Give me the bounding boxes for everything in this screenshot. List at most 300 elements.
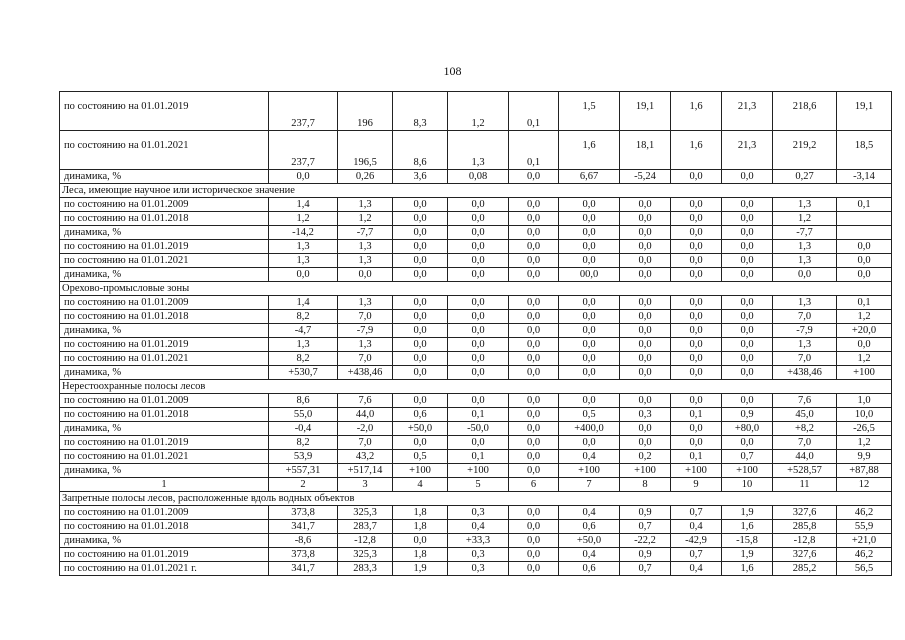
table-cell: 285,2 xyxy=(773,562,837,576)
table-cell: 0,0 xyxy=(722,254,773,268)
table-cell: 0,0 xyxy=(448,436,509,450)
table-cell: 0,0 xyxy=(722,394,773,408)
table-cell: 219,2 xyxy=(773,131,837,170)
row-label: по состоянию на 01.01.2021 г. xyxy=(60,562,269,576)
table-cell: 0,0 xyxy=(393,268,448,282)
table-cell: 0,0 xyxy=(722,366,773,380)
table-cell: 325,3 xyxy=(338,506,393,520)
table-cell: 0,0 xyxy=(559,324,620,338)
table-cell: +100 xyxy=(559,464,620,478)
column-number: 3 xyxy=(338,478,393,492)
row-label: по состоянию на 01.01.2009 xyxy=(60,198,269,212)
table-cell: 0,7 xyxy=(671,506,722,520)
table-cell: +100 xyxy=(620,464,671,478)
table-row xyxy=(60,422,892,436)
table-cell: +20,0 xyxy=(837,324,892,338)
table-cell: 10,0 xyxy=(837,408,892,422)
table-cell: 0,7 xyxy=(620,562,671,576)
table-cell: 0,0 xyxy=(559,254,620,268)
table-cell: 1,3 xyxy=(338,338,393,352)
table-cell: 0,0 xyxy=(620,212,671,226)
table-cell: 6,67 xyxy=(559,170,620,184)
table-cell: 1,2 xyxy=(448,92,509,131)
table-cell: 0,0 xyxy=(722,212,773,226)
section-header-row xyxy=(60,184,892,198)
table-cell: 8,6 xyxy=(269,394,338,408)
table-cell: 8,2 xyxy=(269,352,338,366)
section-header-row xyxy=(60,282,892,296)
table-cell: 0,0 xyxy=(509,562,559,576)
row-label: динамика, % xyxy=(60,422,269,436)
table-cell: 0,0 xyxy=(509,198,559,212)
table-cell: 1,8 xyxy=(393,548,448,562)
table-cell: 0,0 xyxy=(671,436,722,450)
table-cell: 0,0 xyxy=(448,198,509,212)
table-cell: 0,0 xyxy=(448,394,509,408)
table-cell: 0,0 xyxy=(448,324,509,338)
table-cell: 53,9 xyxy=(269,450,338,464)
table-cell: 1,9 xyxy=(722,548,773,562)
table-cell: 0,4 xyxy=(559,506,620,520)
table-cell: +100 xyxy=(671,464,722,478)
table-cell: 56,5 xyxy=(837,562,892,576)
table-cell: 373,8 xyxy=(269,548,338,562)
table-cell: 0,0 xyxy=(620,310,671,324)
table-cell: 0,0 xyxy=(393,366,448,380)
table-cell: 0,0 xyxy=(620,324,671,338)
table-cell: 1,9 xyxy=(722,506,773,520)
table-row xyxy=(60,562,892,576)
table-cell: 0,0 xyxy=(620,436,671,450)
table-cell: 0,0 xyxy=(722,324,773,338)
table-cell: 0,0 xyxy=(620,226,671,240)
table-cell: -7,7 xyxy=(773,226,837,240)
table-cell: 0,0 xyxy=(671,338,722,352)
table-cell xyxy=(837,226,892,240)
column-number-row xyxy=(60,478,892,492)
table-cell: 0,7 xyxy=(671,548,722,562)
table-cell: 55,0 xyxy=(269,408,338,422)
table-cell: 0,0 xyxy=(671,268,722,282)
table-cell xyxy=(837,212,892,226)
table-cell: 196 xyxy=(338,92,393,131)
column-number: 7 xyxy=(559,478,620,492)
table-cell: 237,7 xyxy=(269,92,338,131)
table-cell: 0,0 xyxy=(722,240,773,254)
table-cell: 196,5 xyxy=(338,131,393,170)
table-cell: 0,0 xyxy=(509,548,559,562)
table-cell: 0,2 xyxy=(620,450,671,464)
table-cell: 0,0 xyxy=(620,394,671,408)
table-cell: 1,0 xyxy=(837,394,892,408)
table-cell: 0,0 xyxy=(509,422,559,436)
section-title: Леса, имеющие научное или историческое значение xyxy=(60,184,892,198)
table-cell: 44,0 xyxy=(338,408,393,422)
column-number: 2 xyxy=(269,478,338,492)
table-cell: 1,3 xyxy=(773,296,837,310)
table-cell: 0,0 xyxy=(509,506,559,520)
table-cell: +400,0 xyxy=(559,422,620,436)
table-cell: 0,9 xyxy=(620,506,671,520)
table-cell: 0,0 xyxy=(448,310,509,324)
table-cell: 1,3 xyxy=(773,254,837,268)
row-label: по состоянию на 01.01.2019 xyxy=(60,92,269,131)
table-cell: +21,0 xyxy=(837,534,892,548)
section-header-row xyxy=(60,492,892,506)
table-cell: -2,0 xyxy=(338,422,393,436)
table-cell: -50,0 xyxy=(448,422,509,436)
table-cell: 0,0 xyxy=(671,310,722,324)
table-row xyxy=(60,324,892,338)
table-cell: 0,0 xyxy=(671,226,722,240)
section-title: Орехово-промысловые зоны xyxy=(60,282,892,296)
column-number: 11 xyxy=(773,478,837,492)
table-row xyxy=(60,254,892,268)
table-cell: -3,14 xyxy=(837,170,892,184)
table-cell: +100 xyxy=(837,366,892,380)
table-cell: -15,8 xyxy=(722,534,773,548)
table-cell: 1,2 xyxy=(773,212,837,226)
row-label: динамика, % xyxy=(60,226,269,240)
table-cell: 1,6 xyxy=(671,92,722,131)
table-row xyxy=(60,450,892,464)
table-cell: 0,6 xyxy=(559,562,620,576)
table-cell: 0,6 xyxy=(393,408,448,422)
table-cell: 0,0 xyxy=(509,366,559,380)
table-cell: 1,3 xyxy=(338,198,393,212)
table-row xyxy=(60,464,892,478)
table-cell: 21,3 xyxy=(722,131,773,170)
table-cell: 1,8 xyxy=(393,520,448,534)
section-title: Запретные полосы лесов, расположенные вдоль водных объектов xyxy=(60,492,892,506)
table-cell: 1,3 xyxy=(269,338,338,352)
forest-statistics-table xyxy=(59,91,892,576)
table-cell: 325,3 xyxy=(338,548,393,562)
table-row xyxy=(60,506,892,520)
table-cell: 00,0 xyxy=(559,268,620,282)
table-cell: 0,0 xyxy=(393,226,448,240)
table-cell: 0,0 xyxy=(448,254,509,268)
table-cell: 0,0 xyxy=(620,338,671,352)
row-label: по состоянию на 01.01.2019 xyxy=(60,338,269,352)
table-cell: 0,1 xyxy=(837,296,892,310)
table-cell: 0,0 xyxy=(269,170,338,184)
table-cell: 0,0 xyxy=(509,170,559,184)
column-number: 10 xyxy=(722,478,773,492)
table-row xyxy=(60,548,892,562)
table-cell: 0,1 xyxy=(837,198,892,212)
table-cell: 0,4 xyxy=(448,520,509,534)
table-cell: 0,0 xyxy=(671,240,722,254)
row-label: по состоянию на 01.01.2019 xyxy=(60,436,269,450)
row-label: динамика, % xyxy=(60,464,269,478)
table-cell: 0,0 xyxy=(448,226,509,240)
table-body xyxy=(60,92,892,576)
table-cell: 55,9 xyxy=(837,520,892,534)
table-cell: 0,0 xyxy=(722,296,773,310)
table-cell: 0,0 xyxy=(338,268,393,282)
table-cell: 0,5 xyxy=(393,450,448,464)
row-label: динамика, % xyxy=(60,324,269,338)
table-cell: +517,14 xyxy=(338,464,393,478)
table-cell: 0,0 xyxy=(671,352,722,366)
table-cell: 1,3 xyxy=(338,296,393,310)
table-cell: +100 xyxy=(722,464,773,478)
row-label: по состоянию на 01.01.2021 xyxy=(60,352,269,366)
table-cell: 327,6 xyxy=(773,506,837,520)
table-cell: 0,0 xyxy=(393,324,448,338)
table-cell: 0,0 xyxy=(448,352,509,366)
table-cell: 0,9 xyxy=(722,408,773,422)
row-label: по состоянию на 01.01.2018 xyxy=(60,310,269,324)
row-label: динамика, % xyxy=(60,366,269,380)
table-cell: 1,6 xyxy=(559,131,620,170)
table-cell: 0,0 xyxy=(837,240,892,254)
section-header-row xyxy=(60,380,892,394)
table-cell: 0,0 xyxy=(722,268,773,282)
table-cell: +8,2 xyxy=(773,422,837,436)
table-cell: 1,4 xyxy=(269,296,338,310)
row-label: динамика, % xyxy=(60,170,269,184)
table-cell: 0,0 xyxy=(620,254,671,268)
table-cell: 1,3 xyxy=(269,240,338,254)
row-label: по состоянию на 01.01.2019 xyxy=(60,548,269,562)
table-cell: 1,2 xyxy=(837,310,892,324)
table-cell: 7,0 xyxy=(773,352,837,366)
table-cell: 0,0 xyxy=(509,352,559,366)
table-cell: 0,0 xyxy=(393,394,448,408)
row-label: по состоянию на 01.01.2021 xyxy=(60,254,269,268)
table-cell: 7,0 xyxy=(338,436,393,450)
table-cell: +33,3 xyxy=(448,534,509,548)
table-row xyxy=(60,268,892,282)
table-cell: -26,5 xyxy=(837,422,892,436)
table-cell: 1,8 xyxy=(393,506,448,520)
table-cell: 0,0 xyxy=(269,268,338,282)
table-cell: 0,0 xyxy=(620,422,671,436)
table-row xyxy=(60,352,892,366)
table-row xyxy=(60,338,892,352)
table-cell: 1,3 xyxy=(269,254,338,268)
table-cell: 0,1 xyxy=(671,408,722,422)
table-cell: 19,1 xyxy=(620,92,671,131)
table-cell: 0,0 xyxy=(393,212,448,226)
table-cell: 0,0 xyxy=(620,366,671,380)
table-cell: 0,0 xyxy=(837,338,892,352)
table-row xyxy=(60,520,892,534)
table-cell: 7,0 xyxy=(338,310,393,324)
table-cell: 285,8 xyxy=(773,520,837,534)
section-title: Нерестоохранные полосы лесов xyxy=(60,380,892,394)
table-cell: 0,0 xyxy=(722,352,773,366)
table-cell: +438,46 xyxy=(773,366,837,380)
table-cell: 0,0 xyxy=(509,450,559,464)
table-cell: 46,2 xyxy=(837,548,892,562)
table-cell: 0,0 xyxy=(393,436,448,450)
table-cell: 0,4 xyxy=(671,562,722,576)
table-cell: 0,0 xyxy=(559,436,620,450)
table-cell: 0,3 xyxy=(448,506,509,520)
table-cell: 0,0 xyxy=(722,170,773,184)
table-row xyxy=(60,240,892,254)
table-cell: 0,0 xyxy=(722,338,773,352)
row-label: динамика, % xyxy=(60,268,269,282)
column-number: 5 xyxy=(448,478,509,492)
table-cell: +557,31 xyxy=(269,464,338,478)
table-cell: 18,1 xyxy=(620,131,671,170)
row-label: по состоянию на 01.01.2018 xyxy=(60,212,269,226)
table-cell: 0,0 xyxy=(509,254,559,268)
table-cell: 7,0 xyxy=(338,352,393,366)
row-label: динамика, % xyxy=(60,534,269,548)
table-cell: 1,2 xyxy=(837,352,892,366)
table-cell: 0,26 xyxy=(338,170,393,184)
table-cell: 0,0 xyxy=(509,226,559,240)
table-cell: 0,0 xyxy=(509,268,559,282)
table-cell: +50,0 xyxy=(559,534,620,548)
table-cell: -5,24 xyxy=(620,170,671,184)
table-cell: 0,1 xyxy=(509,92,559,131)
table-cell: -42,9 xyxy=(671,534,722,548)
table-cell: 0,1 xyxy=(448,408,509,422)
table-cell: +50,0 xyxy=(393,422,448,436)
table-cell: 0,0 xyxy=(393,240,448,254)
table-cell: 0,0 xyxy=(509,296,559,310)
table-cell: 0,0 xyxy=(509,338,559,352)
row-label: по состоянию на 01.01.2018 xyxy=(60,520,269,534)
table-cell: 1,3 xyxy=(773,240,837,254)
table-cell: 0,0 xyxy=(671,324,722,338)
table-cell: -4,7 xyxy=(269,324,338,338)
table-cell: 8,3 xyxy=(393,92,448,131)
table-cell: 46,2 xyxy=(837,506,892,520)
table-cell: 0,1 xyxy=(509,131,559,170)
table-cell: 8,2 xyxy=(269,436,338,450)
table-cell: 45,0 xyxy=(773,408,837,422)
row-label: по состоянию на 01.01.2009 xyxy=(60,394,269,408)
column-number: 8 xyxy=(620,478,671,492)
table-row xyxy=(60,408,892,422)
table-cell: 0,0 xyxy=(620,296,671,310)
table-cell: -7,9 xyxy=(773,324,837,338)
table-cell: +87,88 xyxy=(837,464,892,478)
table-cell: 8,2 xyxy=(269,310,338,324)
table-cell: +100 xyxy=(393,464,448,478)
table-cell: 0,0 xyxy=(559,338,620,352)
table-cell: 0,0 xyxy=(509,212,559,226)
row-label: по состоянию на 01.01.2009 xyxy=(60,506,269,520)
table-cell: 7,6 xyxy=(338,394,393,408)
table-row xyxy=(60,212,892,226)
table-cell: 0,0 xyxy=(393,254,448,268)
table-cell: 1,3 xyxy=(773,198,837,212)
table-row xyxy=(60,310,892,324)
table-cell: 0,0 xyxy=(559,226,620,240)
column-number: 6 xyxy=(509,478,559,492)
table-cell: 0,4 xyxy=(559,548,620,562)
table-cell: 0,0 xyxy=(559,240,620,254)
table-cell: -7,9 xyxy=(338,324,393,338)
table-cell: 283,3 xyxy=(338,562,393,576)
table-cell: +100 xyxy=(448,464,509,478)
table-cell: 44,0 xyxy=(773,450,837,464)
table-cell: 1,5 xyxy=(559,92,620,131)
table-cell: 1,3 xyxy=(338,254,393,268)
table-cell: 43,2 xyxy=(338,450,393,464)
table-cell: 0,0 xyxy=(671,394,722,408)
table-cell: 0,0 xyxy=(393,198,448,212)
table-cell: 0,0 xyxy=(671,198,722,212)
table-cell: 1,6 xyxy=(722,562,773,576)
table-cell: 1,2 xyxy=(269,212,338,226)
table-row xyxy=(60,170,892,184)
table-cell: 0,0 xyxy=(671,422,722,436)
table-cell: 0,3 xyxy=(620,408,671,422)
table-cell: 1,3 xyxy=(448,131,509,170)
table-cell: 341,7 xyxy=(269,562,338,576)
row-label: по состоянию на 01.01.2021 xyxy=(60,131,269,170)
table-cell: 1,3 xyxy=(338,240,393,254)
table-cell: +530,7 xyxy=(269,366,338,380)
column-number: 12 xyxy=(837,478,892,492)
table-cell: 0,0 xyxy=(509,394,559,408)
table-cell: +80,0 xyxy=(722,422,773,436)
table-cell: 0,0 xyxy=(671,366,722,380)
table-row xyxy=(60,198,892,212)
table-cell: 0,6 xyxy=(559,520,620,534)
table-cell: 0,0 xyxy=(509,310,559,324)
table-cell: 0,27 xyxy=(773,170,837,184)
table-cell: -8,6 xyxy=(269,534,338,548)
table-cell: 0,4 xyxy=(671,520,722,534)
table-cell: 1,6 xyxy=(671,131,722,170)
table-cell: 0,4 xyxy=(559,450,620,464)
row-label: по состоянию на 01.01.2018 xyxy=(60,408,269,422)
table-cell: -22,2 xyxy=(620,534,671,548)
table-cell: 0,0 xyxy=(722,310,773,324)
table-cell: 0,0 xyxy=(559,198,620,212)
table-cell: 0,0 xyxy=(559,366,620,380)
column-number: 9 xyxy=(671,478,722,492)
table-cell: 0,0 xyxy=(448,296,509,310)
table-cell: 0,0 xyxy=(393,338,448,352)
table-row xyxy=(60,296,892,310)
table-cell: 0,0 xyxy=(722,198,773,212)
table-cell: 1,3 xyxy=(773,338,837,352)
table-cell: 0,0 xyxy=(448,366,509,380)
table-cell: 0,08 xyxy=(448,170,509,184)
table-cell: 0,0 xyxy=(559,394,620,408)
table-cell: -12,8 xyxy=(338,534,393,548)
table-cell: 0,0 xyxy=(837,268,892,282)
table-cell: 7,6 xyxy=(773,394,837,408)
table-cell: 0,0 xyxy=(671,296,722,310)
table-cell: 0,1 xyxy=(448,450,509,464)
row-label: по состоянию на 01.01.2009 xyxy=(60,296,269,310)
table-cell: 283,7 xyxy=(338,520,393,534)
table-cell: 0,0 xyxy=(620,198,671,212)
table-cell: 9,9 xyxy=(837,450,892,464)
row-label: по состоянию на 01.01.2021 xyxy=(60,450,269,464)
table-cell: 1,2 xyxy=(338,212,393,226)
table-cell: 0,1 xyxy=(671,450,722,464)
table-row xyxy=(60,436,892,450)
page-number: 108 xyxy=(443,64,462,78)
table-row xyxy=(60,226,892,240)
table-cell: 0,3 xyxy=(448,562,509,576)
table-cell: 0,0 xyxy=(671,212,722,226)
column-number: 4 xyxy=(393,478,448,492)
